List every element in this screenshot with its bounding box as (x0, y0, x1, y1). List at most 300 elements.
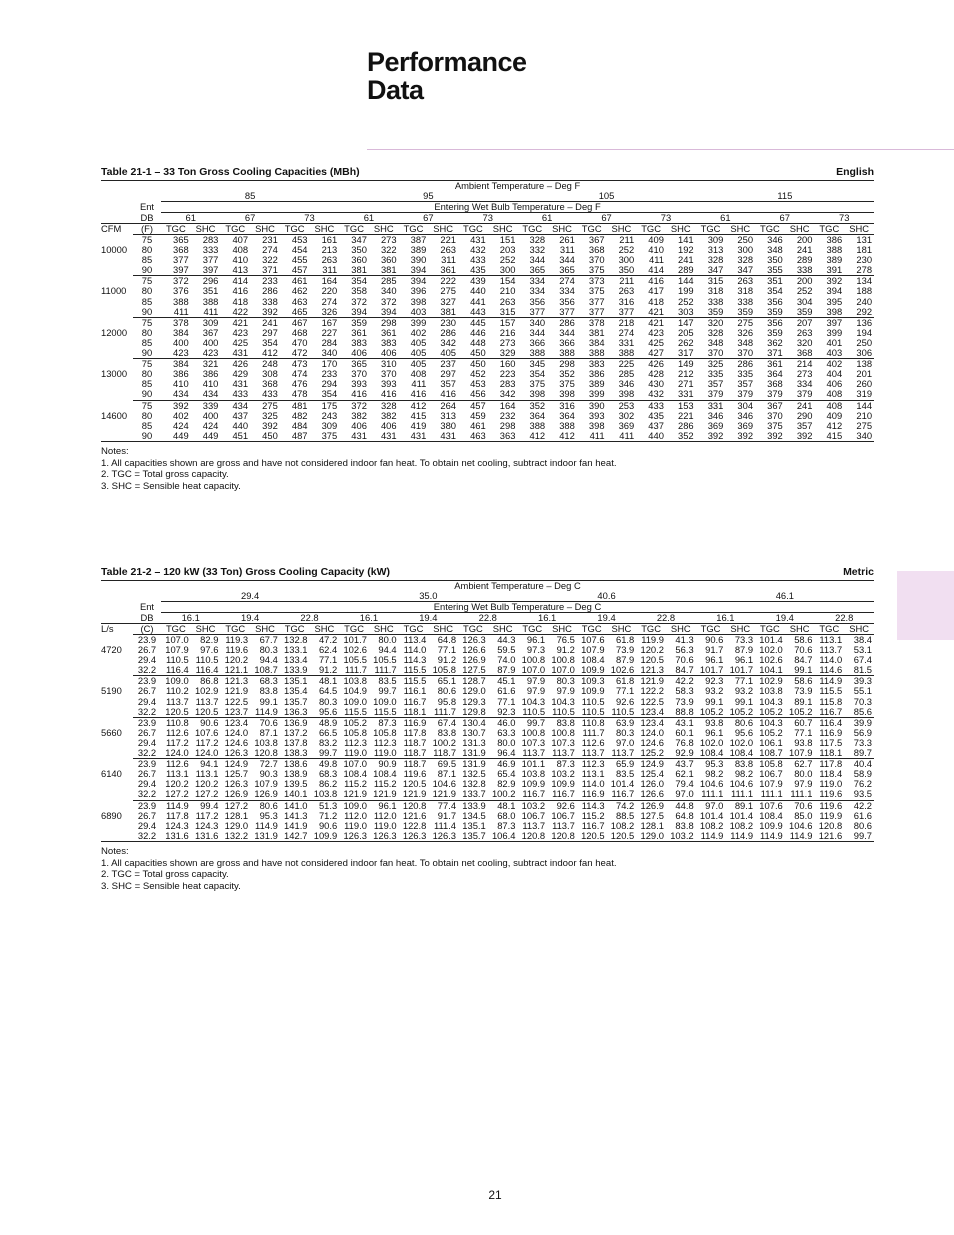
shc-column-header: SHC (428, 224, 458, 235)
tgc-cell: 432 (470, 245, 486, 256)
tgc-cell: 138.6 (280, 759, 310, 770)
shc-cell: 340 (321, 348, 338, 359)
tgc-cell: 127.2 (220, 800, 250, 811)
shc-cell: 64.8 (428, 635, 458, 646)
tgc-cell: 394 (826, 286, 843, 297)
tgc-cell: 97.0 (696, 800, 726, 811)
shc-cell: 233 (250, 276, 280, 287)
tgc-cell: 382 (351, 410, 367, 421)
tgc-cell: 115.2 (581, 810, 605, 821)
tgc-cell: 122.2 (640, 686, 664, 697)
tgc-column-header: TGC (696, 224, 726, 235)
tgc-cell: 119.6 (403, 769, 427, 780)
tgc-cell: 410 (232, 255, 249, 266)
tgc-cell: 309 (696, 235, 726, 246)
shc-cell: 61.6 (853, 810, 872, 821)
shc-cell: 297 (440, 369, 457, 380)
tgc-cell: 107.6 (755, 800, 785, 811)
tgc-cell: 102.6 (759, 655, 783, 666)
shc-cell: 77.4 (428, 800, 458, 811)
table-row (101, 317, 874, 328)
table-row (101, 245, 874, 255)
tgc-cell: 106.7 (521, 810, 546, 821)
tgc-cell: 111.1 (701, 789, 724, 800)
shc-cell: 260 (856, 379, 873, 390)
tgc-cell: 114.9 (161, 800, 191, 811)
tgc-cell: 105.2 (339, 717, 369, 728)
note-line: 2. TGC = Total gross capacity. (101, 469, 229, 481)
tgc-cell: 402 (814, 359, 844, 370)
tgc-column-header: TGC (814, 224, 844, 235)
shc-cell: 48.1 (310, 676, 340, 687)
shc-cell: 109.0 (373, 696, 397, 707)
tgc-cell: 389 (410, 245, 427, 256)
shc-cell: 48.9 (310, 717, 340, 728)
tgc-cell: 100.8 (521, 727, 546, 738)
shc-cell: 147 (666, 317, 696, 328)
tgc-cell: 116.7 (522, 789, 546, 800)
shc-cell: 370 (737, 348, 754, 359)
shc-column-header: SHC (191, 224, 221, 235)
shc-cell: 263 (725, 276, 755, 287)
shc-cell: 111.7 (374, 665, 397, 676)
ambient-temperature-header: Ambient Temperature – Deg C (454, 581, 581, 591)
shc-cell: 42.2 (666, 676, 696, 687)
shc-cell: 111.4 (433, 820, 457, 831)
tgc-cell: 131.9 (462, 748, 486, 759)
shc-cell: 286 (678, 420, 694, 431)
tgc-column-header: TGC (399, 224, 429, 235)
tgc-cell: 124.6 (640, 737, 664, 748)
shc-cell: 344 (559, 327, 575, 338)
tgc-cell: 120.5 (402, 779, 427, 790)
tgc-cell: 124.0 (224, 727, 249, 738)
shc-cell: 275 (725, 317, 755, 328)
shc-cell: 104.6 (432, 779, 457, 790)
shc-column-header: SHC (191, 624, 221, 635)
shc-cell: 90.9 (369, 759, 399, 770)
entering-db-value: 80 (141, 410, 153, 421)
shc-cell: 116.7 (611, 789, 635, 800)
tgc-cell: 384 (173, 327, 189, 338)
tgc-cell: 114.6 (819, 665, 843, 676)
shc-cell: 250 (725, 235, 755, 246)
shc-cell: 98.2 (734, 769, 754, 780)
tgc-cell: 362 (767, 337, 783, 348)
shc-cell: 359 (796, 306, 813, 317)
shc-cell: 111.1 (730, 789, 754, 800)
tgc-cell: 126.9 (224, 789, 249, 800)
shc-cell: 346 (737, 410, 754, 421)
tgc-cell: 108.2 (699, 820, 724, 831)
shc-cell: 149 (666, 359, 696, 370)
shc-cell: 67.4 (853, 655, 872, 666)
shc-cell: 294 (321, 379, 338, 390)
table-row (101, 400, 874, 411)
tgc-cell: 101.7 (339, 635, 369, 646)
shc-cell: 39.3 (844, 676, 874, 687)
tgc-cell: 426 (220, 359, 250, 370)
tgc-cell: 328 (517, 235, 547, 246)
tgc-cell: 103.2 (517, 800, 547, 811)
tgc-cell: 127.5 (640, 810, 664, 821)
shc-cell: 121.9 (432, 789, 457, 800)
shc-cell: 116.7 (552, 789, 575, 800)
shc-cell: 73.9 (616, 645, 635, 656)
shc-cell: 241 (250, 317, 280, 328)
tgc-cell: 107.0 (339, 759, 369, 770)
tgc-cell: 421 (648, 306, 664, 317)
shc-cell: 240 (856, 296, 873, 307)
shc-cell: 77.1 (318, 655, 338, 666)
shc-cell: 77.1 (725, 676, 755, 687)
tgc-cell: 347 (339, 235, 369, 246)
entering-db-value: 80 (141, 369, 153, 380)
shc-cell: 274 (262, 245, 278, 256)
shc-cell: 243 (321, 410, 338, 421)
tgc-cell: 130.4 (458, 717, 488, 728)
tgc-cell: 392 (161, 400, 191, 411)
shc-cell: 306 (856, 348, 873, 359)
shc-cell: 77.1 (616, 686, 635, 697)
shc-cell: 85.0 (794, 810, 813, 821)
tgc-cell: 416 (410, 389, 427, 400)
shc-cell: 56.3 (675, 645, 694, 656)
tgc-cell: 334 (517, 276, 547, 287)
shc-cell: 167 (310, 317, 340, 328)
tgc-cell: 112.3 (344, 737, 367, 748)
tgc-cell: 359 (707, 306, 724, 317)
tgc-cell: 133.7 (462, 789, 486, 800)
wet-bulb-value: 19.4 (240, 612, 260, 623)
tgc-cell: 399 (399, 317, 429, 328)
shc-cell: 331 (678, 389, 694, 400)
shc-cell: 83.8 (259, 686, 278, 697)
shc-cell: 83.8 (437, 727, 457, 738)
db-label: DB (140, 212, 154, 223)
tgc-cell: 398 (588, 420, 605, 431)
tgc-cell: 325 (696, 359, 726, 370)
shc-cell: 61.8 (607, 676, 637, 687)
db-label: DB (140, 612, 154, 623)
shc-cell: 370 (380, 369, 397, 380)
shc-cell: 365 (559, 265, 575, 276)
shc-cell: 115.2 (373, 779, 397, 790)
tgc-cell: 98.2 (705, 769, 724, 780)
entering-db-value: 26.7 (137, 727, 157, 738)
tgc-cell: 439 (458, 276, 488, 287)
shc-cell: 80.0 (369, 635, 399, 646)
shc-cell: 400 (202, 410, 219, 421)
shc-cell: 412 (547, 431, 577, 442)
shc-cell: 70.6 (250, 717, 280, 728)
tgc-cell: 451 (220, 431, 250, 442)
tgc-cell: 418 (648, 296, 664, 307)
tgc-cell: 104.3 (521, 696, 546, 707)
tgc-cell: 113.1 (165, 769, 189, 780)
shc-cell: 382 (380, 410, 397, 421)
tgc-cell: 449 (161, 431, 191, 442)
shc-cell: 361 (440, 265, 457, 276)
shc-cell: 213 (321, 245, 338, 256)
tgc-cell: 346 (755, 235, 785, 246)
shc-cell: 114.9 (785, 831, 815, 842)
shc-cell: 101.7 (729, 665, 754, 676)
shc-cell: 416 (380, 389, 397, 400)
tgc-cell: 474 (291, 369, 308, 380)
shc-cell: 263 (440, 245, 457, 256)
tgc-cell: 419 (410, 420, 427, 431)
table-row (101, 338, 874, 348)
shc-cell: 53.1 (853, 645, 872, 656)
flow-column-header: L/s (101, 624, 133, 635)
shc-cell: 285 (618, 369, 635, 380)
tgc-cell: 416 (351, 389, 367, 400)
shc-cell: 64.5 (318, 686, 338, 697)
tgc-cell: 412 (399, 400, 429, 411)
shc-cell: 105.8 (373, 727, 397, 738)
table-row (101, 800, 874, 811)
shc-cell: 117.2 (195, 737, 219, 748)
tgc-cell: 470 (291, 337, 308, 348)
wet-bulb-value: 73 (839, 212, 850, 223)
shc-cell: 120.5 (607, 831, 637, 842)
tgc-cell: 120.2 (640, 645, 664, 656)
tgc-cell: 389 (588, 379, 605, 390)
tgc-cell: 481 (280, 400, 310, 411)
shc-cell: 70.6 (675, 655, 694, 666)
shc-cell: 434 (202, 389, 219, 400)
entering-wet-bulb-header: Entering Wet Bulb Temperature – Deg F (161, 202, 874, 213)
shc-cell: 90.6 (318, 820, 338, 831)
tgc-cell: 457 (291, 265, 308, 276)
tgc-cell: 408 (232, 245, 249, 256)
shc-cell: 154 (488, 276, 518, 287)
tgc-cell: 138.9 (284, 769, 308, 780)
ent-label: Ent (139, 601, 155, 612)
tgc-cell: 114.0 (819, 655, 843, 666)
tgc-cell: 320 (696, 317, 726, 328)
shc-cell: 92.3 (497, 706, 516, 717)
tgc-cell: 117.8 (403, 727, 427, 738)
shc-cell: 46.9 (488, 759, 518, 770)
tgc-cell: 393 (588, 410, 605, 421)
tgc-cell: 112.3 (577, 759, 607, 770)
tgc-cell: 472 (291, 348, 308, 359)
shc-cell: 126.3 (369, 831, 399, 842)
shc-cell: 392 (785, 431, 815, 442)
shc-cell: 231 (250, 235, 280, 246)
shc-cell: 131 (844, 235, 874, 246)
shc-cell: 175 (310, 400, 340, 411)
shc-cell: 112.0 (373, 810, 397, 821)
tgc-cell: 125.4 (640, 769, 664, 780)
tgc-cell: 440 (470, 286, 486, 297)
shc-cell: 84.7 (675, 665, 694, 676)
tgc-cell: 124.9 (636, 759, 666, 770)
shc-cell: 80.3 (259, 645, 278, 656)
tgc-cell: 345 (517, 359, 547, 370)
shc-cell: 86.8 (191, 676, 221, 687)
shc-cell: 309 (191, 317, 221, 328)
shc-cell: 72.7 (250, 759, 280, 770)
tgc-cell: 394 (399, 276, 429, 287)
shc-cell: 49.8 (310, 759, 340, 770)
note-line: 2. TGC = Total gross capacity. (101, 869, 229, 881)
table-row (101, 379, 874, 389)
table-row (101, 297, 874, 307)
tgc-cell: 121.9 (402, 789, 427, 800)
shc-cell: 271 (678, 379, 694, 390)
tgc-cell: 421 (220, 317, 250, 328)
shc-cell: 105.2 (789, 706, 813, 717)
shc-cell: 108.2 (610, 820, 635, 831)
shc-cell: 55.1 (853, 686, 872, 697)
shc-cell: 230 (856, 255, 873, 266)
shc-cell: 109.9 (551, 779, 575, 790)
tgc-cell: 357 (707, 379, 724, 390)
shc-cell: 252 (618, 245, 635, 256)
shc-cell: 108.7 (254, 665, 278, 676)
tgc-cell: 406 (351, 420, 367, 431)
shc-cell: 151 (488, 235, 518, 246)
shc-cell: 64.8 (675, 810, 694, 821)
tgc-cell: 132.2 (220, 831, 250, 842)
tgc-cell: 356 (767, 296, 783, 307)
tgc-cell: 411 (173, 306, 189, 317)
entering-db-value: 29.4 (137, 737, 157, 748)
tgc-cell: 365 (529, 265, 546, 276)
shc-cell: 368 (262, 379, 278, 390)
shc-column-header: SHC (488, 624, 518, 635)
tgc-cell: 101.7 (699, 665, 724, 676)
table-row (101, 286, 874, 296)
wet-bulb-value: 22.8 (478, 612, 497, 623)
tgc-cell: 112.6 (581, 737, 605, 748)
shc-cell: 95.3 (259, 810, 278, 821)
shc-cell: 80.6 (437, 686, 457, 697)
shc-cell: 87.9 (616, 655, 635, 666)
tgc-cell: 113.7 (522, 820, 546, 831)
table-notes (101, 446, 874, 493)
tgc-cell: 379 (707, 389, 724, 400)
tgc-cell: 386 (173, 369, 189, 380)
shc-cell: 82.9 (497, 779, 516, 790)
shc-column-header: SHC (725, 624, 755, 635)
shc-cell: 334 (559, 286, 575, 297)
tgc-cell: 126.3 (399, 831, 429, 842)
tgc-cell: 101.4 (699, 810, 724, 821)
tgc-cell: 126.3 (339, 831, 369, 842)
tgc-cell: 108.4 (699, 748, 724, 759)
shc-cell: 274 (547, 276, 577, 287)
shc-cell: 100.8 (551, 727, 575, 738)
wet-bulb-value: 67 (601, 212, 612, 223)
shc-cell: 76.5 (547, 635, 577, 646)
shc-cell: 431 (369, 431, 399, 442)
tgc-cell: 99.1 (705, 696, 724, 707)
tgc-cell: 111.1 (760, 789, 783, 800)
tgc-cell: 135.7 (458, 831, 488, 842)
shc-cell: 326 (321, 306, 338, 317)
shc-cell: 386 (202, 369, 219, 380)
tgc-cell: 394 (351, 306, 367, 317)
shc-column-header: SHC (785, 224, 815, 235)
tgc-cell: 126.3 (458, 635, 488, 646)
shc-cell: 69.5 (428, 759, 458, 770)
tgc-cell: 359 (339, 317, 369, 328)
shc-cell: 91.2 (437, 655, 457, 666)
wet-bulb-value: 16.1 (538, 612, 557, 623)
tgc-cell: 112.6 (165, 727, 189, 738)
shc-cell: 348 (737, 337, 754, 348)
tgc-cell: 117.2 (165, 737, 189, 748)
tgc-cell: 124.6 (224, 737, 249, 748)
table-row (101, 421, 874, 431)
entering-db-value: 32.2 (137, 665, 157, 676)
entering-db-value: 32.2 (137, 789, 157, 800)
shc-cell: 361 (380, 327, 397, 338)
shc-cell: 97.6 (200, 645, 219, 656)
entering-db-value: 80 (141, 245, 153, 256)
tgc-cell: 96.1 (705, 655, 724, 666)
shc-cell: 68.3 (318, 769, 338, 780)
tgc-cell: 119.0 (344, 820, 367, 831)
tgc-cell: 109.9 (581, 665, 605, 676)
shc-cell: 297 (262, 327, 278, 338)
tgc-cell: 396 (410, 286, 427, 297)
tgc-cell: 410 (648, 245, 664, 256)
shc-cell: 357 (796, 420, 813, 431)
tgc-cell: 351 (755, 276, 785, 287)
tgc-cell: 122.5 (640, 696, 664, 707)
tgc-cell: 115.5 (399, 676, 429, 687)
entering-db-value: 32.2 (137, 706, 157, 717)
tgc-cell: 318 (707, 286, 724, 297)
shc-cell: 273 (499, 337, 516, 348)
tgc-cell: 118.1 (403, 706, 427, 717)
shc-cell: 47.2 (310, 635, 340, 646)
shc-cell: 102.9 (194, 686, 219, 697)
shc-cell: 331 (618, 337, 635, 348)
shc-cell: 113.1 (195, 769, 219, 780)
tgc-cell: 110.5 (165, 655, 189, 666)
shc-cell: 450 (250, 431, 280, 442)
tgc-cell: 103.8 (521, 769, 546, 780)
tgc-cell: 97.3 (526, 645, 546, 656)
tgc-cell: 408 (814, 400, 844, 411)
tgc-cell: 453 (280, 235, 310, 246)
shc-cell: 368 (796, 348, 813, 359)
airflow-value: 6140 (101, 769, 122, 780)
tgc-cell: 119.0 (819, 779, 843, 790)
tgc-column-header: TGC (399, 624, 429, 635)
shc-cell: 91.7 (437, 810, 457, 821)
table-row (101, 738, 874, 748)
shc-cell: 327 (440, 296, 457, 307)
shc-cell: 107.3 (551, 737, 575, 748)
wet-bulb-value: 22.8 (300, 612, 319, 623)
tgc-cell: 123.4 (636, 717, 666, 728)
shc-cell: 105.2 (729, 706, 754, 717)
shc-cell: 225 (607, 359, 637, 370)
tgc-cell: 113.1 (581, 769, 605, 780)
shc-cell: 70.3 (853, 696, 872, 707)
shc-cell: 313 (440, 410, 457, 421)
shc-cell: 379 (796, 389, 813, 400)
shc-column-header: SHC (785, 624, 815, 635)
tgc-cell: 424 (173, 420, 189, 431)
